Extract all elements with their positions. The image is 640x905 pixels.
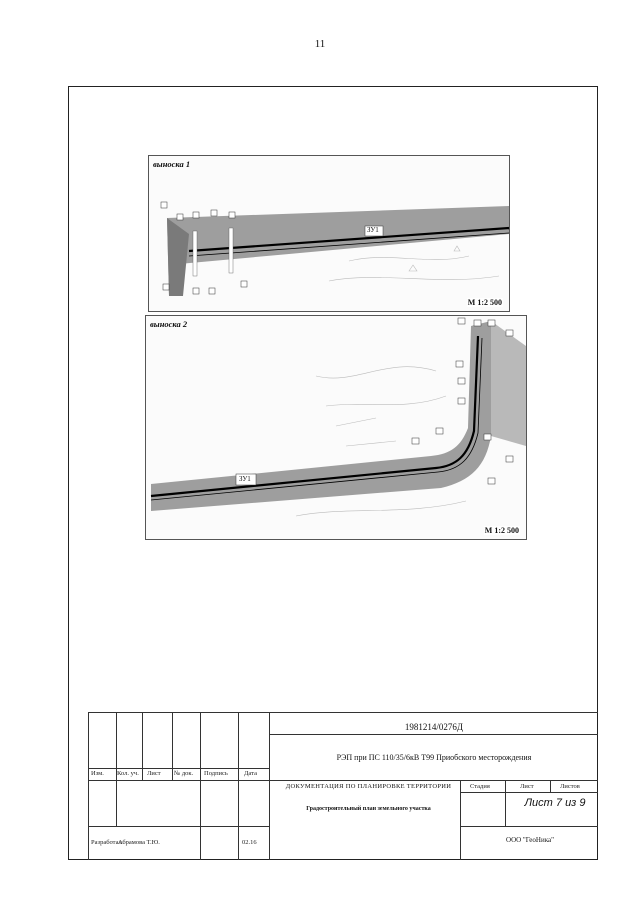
map-2-scale: М 1:2 500	[484, 526, 519, 535]
sheet-label: Лист	[520, 783, 534, 790]
map-1-scale: М 1:2 500	[467, 298, 502, 307]
header-doc-number: № док.	[174, 770, 194, 777]
header-list: Лист	[147, 770, 161, 777]
map-1-drawing	[149, 156, 509, 311]
developer-date: 02.16	[242, 839, 257, 846]
stage-label: Стадия	[470, 783, 490, 790]
document-title: ДОКУМЕНТАЦИЯ ПО ПЛАНИРОВКЕ ТЕРРИТОРИИ	[285, 783, 452, 790]
map-2-zone-label: ЗУ1	[239, 475, 251, 483]
map-1-zone-label: ЗУ1	[367, 226, 379, 234]
map-inset-2	[145, 315, 527, 540]
project-name: РЭП при ПС 110/35/6кВ Т99 Приобского месторождения	[336, 753, 532, 762]
sheet-counter: Лист 7 из 9	[524, 797, 586, 809]
company-name: ООО "ГеоНика"	[506, 836, 554, 844]
map-2-drawing	[146, 316, 526, 539]
developer-label: Разработал	[91, 839, 122, 846]
header-kol-uch: Кол. уч.	[117, 770, 139, 777]
header-signature: Подпись	[204, 770, 228, 777]
sheet-title: Градостроительный план земельного участка	[306, 806, 431, 812]
header-date: Дата	[244, 770, 257, 777]
page-number: 11	[314, 38, 326, 50]
map-2-label: выноска 2	[150, 319, 188, 329]
developer-name: Абрамова Т.Ю.	[118, 839, 160, 846]
document-code: 1981214/0276Д	[404, 722, 464, 732]
map-1-label: выноска 1	[153, 159, 191, 169]
sheets-label: Листов	[560, 783, 580, 790]
header-izm: Изм.	[91, 770, 104, 777]
map-inset-1	[148, 155, 510, 312]
